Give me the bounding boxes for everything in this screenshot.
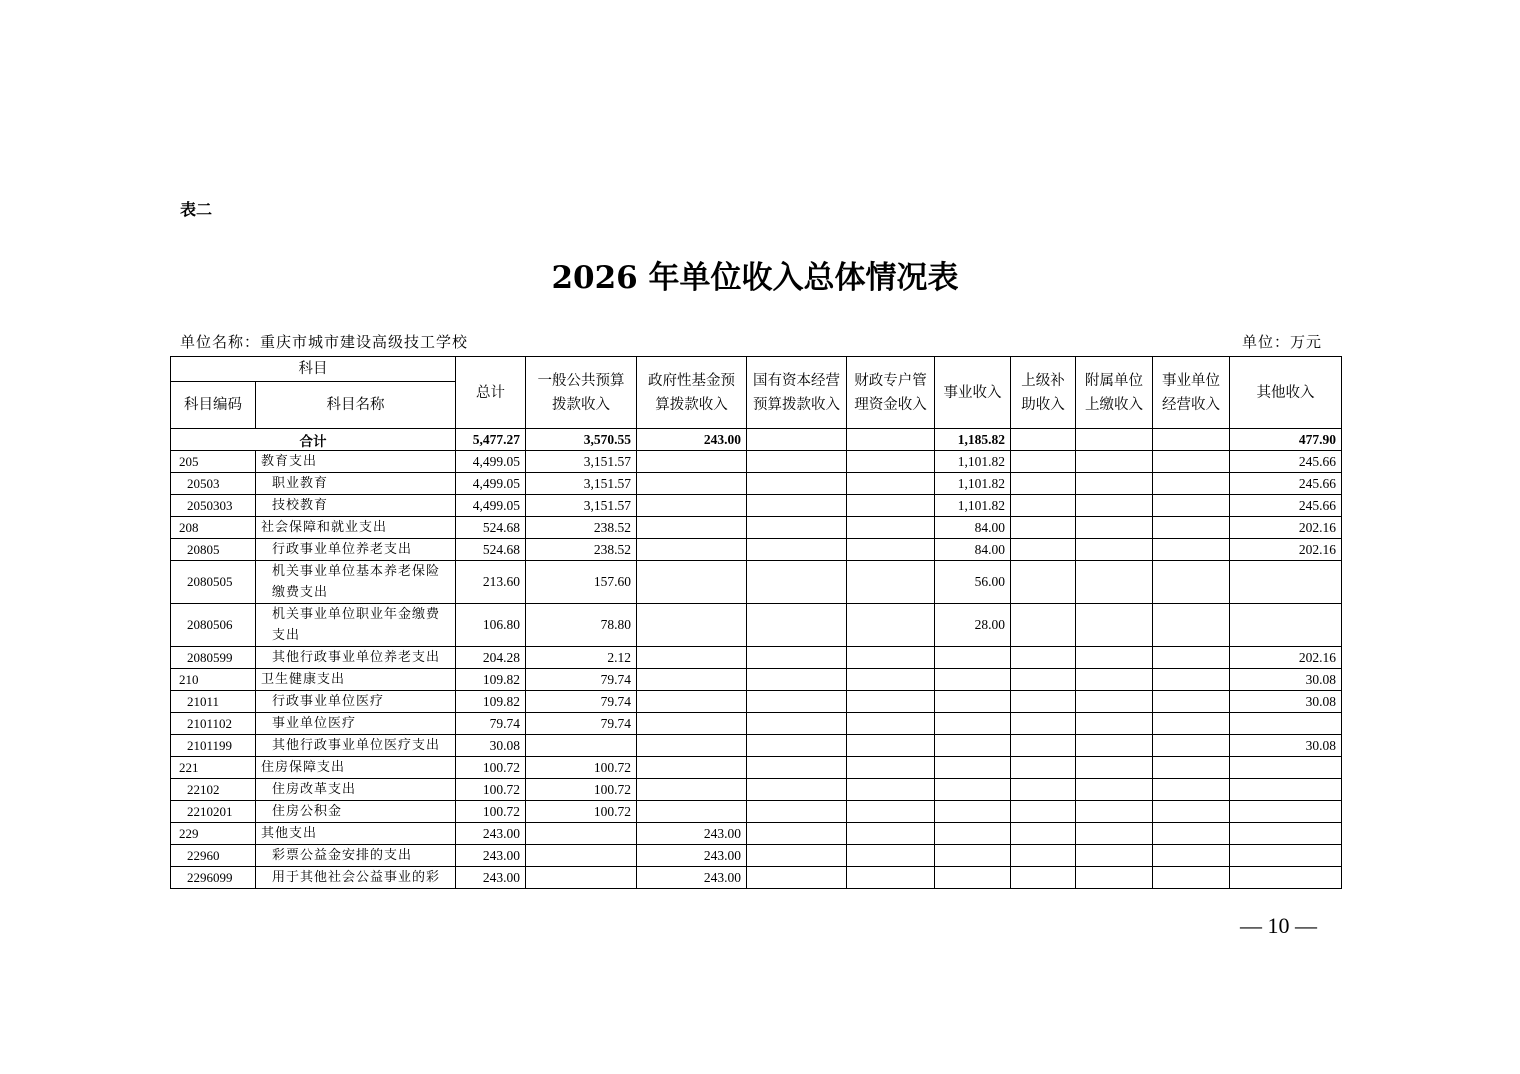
amount-cell [847,691,935,713]
amount-cell: 245.66 [1230,451,1342,473]
amount-cell: 202.16 [1230,517,1342,539]
amount-cell [1076,757,1153,779]
amount-cell [637,669,747,691]
table-row [171,867,1342,889]
amount-cell: 106.80 [456,604,526,647]
table-row [171,713,1342,735]
amount-cell [747,845,847,867]
total-cell [747,429,847,451]
amount-cell [935,801,1011,823]
header-state-capital: 国有资本经营预算拨款收入 [747,357,847,429]
amount-cell: 100.72 [526,801,637,823]
unit-name: 单位名称：重庆市城市建设高级技工学校 [180,333,469,351]
amount-cell: 243.00 [456,845,526,867]
amount-cell: 4,499.05 [456,473,526,495]
amount-cell: 30.08 [456,735,526,757]
amount-cell [1011,539,1076,561]
amount-cell: 100.72 [526,757,637,779]
amount-cell: 30.08 [1230,735,1342,757]
amount-cell [935,823,1011,845]
amount-cell: 109.82 [456,669,526,691]
amount-cell [637,647,747,669]
amount-cell [1153,801,1230,823]
amount-cell: 100.72 [526,779,637,801]
subject-name-cell: 住房公积金 [256,801,456,823]
amount-cell [847,604,935,647]
amount-cell [1230,779,1342,801]
amount-cell [1011,647,1076,669]
amount-cell: 243.00 [456,823,526,845]
table-row [171,801,1342,823]
amount-cell [637,561,747,604]
header-total: 总计 [456,357,526,429]
subject-code-cell: 2080505 [171,561,256,604]
table-row [171,473,1342,495]
amount-cell: 243.00 [637,823,747,845]
amount-cell [1076,779,1153,801]
document-title: 2026 年单位收入总体情况表 [551,260,959,296]
table-row [171,691,1342,713]
amount-cell [526,735,637,757]
header-row [171,357,1342,382]
amount-cell [847,823,935,845]
subject-code-cell: 2050303 [171,495,256,517]
amount-cell [847,561,935,604]
amount-cell [847,735,935,757]
amount-cell [935,845,1011,867]
amount-cell [1153,757,1230,779]
amount-cell [747,801,847,823]
amount-cell [1076,495,1153,517]
subject-code-cell: 2080599 [171,647,256,669]
amount-cell [935,647,1011,669]
amount-cell [637,495,747,517]
total-cell [1076,429,1153,451]
amount-cell [637,691,747,713]
amount-cell [637,451,747,473]
amount-cell [1153,867,1230,889]
amount-cell: 4,499.05 [456,451,526,473]
amount-cell [747,495,847,517]
subject-code-cell: 22102 [171,779,256,801]
amount-cell [1153,823,1230,845]
subject-code-cell: 210 [171,669,256,691]
amount-cell: 78.80 [526,604,637,647]
subject-name-cell: 机关事业单位基本养老保险缴费支出 [256,561,456,604]
header-superior-subsidy: 上级补助收入 [1011,357,1076,429]
amount-cell [1011,867,1076,889]
amount-cell [1076,539,1153,561]
amount-cell [847,451,935,473]
subject-code-cell: 2296099 [171,867,256,889]
amount-cell [1153,669,1230,691]
amount-cell [526,845,637,867]
table-row [171,757,1342,779]
amount-cell [1011,669,1076,691]
amount-cell [847,517,935,539]
amount-cell [1076,604,1153,647]
subject-code-cell: 2101102 [171,713,256,735]
total-cell: 243.00 [637,429,747,451]
amount-cell [1153,713,1230,735]
page-number: — 10 — [1240,913,1317,938]
amount-cell [1011,779,1076,801]
amount-cell: 84.00 [935,539,1011,561]
total-cell: 3,570.55 [526,429,637,451]
amount-cell [637,801,747,823]
amount-cell [747,691,847,713]
total-label: 合计 [171,429,456,451]
amount-cell: 238.52 [526,517,637,539]
amount-cell: 524.68 [456,517,526,539]
amount-cell [1011,735,1076,757]
amount-cell: 157.60 [526,561,637,604]
total-cell: 1,185.82 [935,429,1011,451]
amount-cell [1153,735,1230,757]
amount-cell [1011,845,1076,867]
amount-cell [1153,845,1230,867]
amount-cell: 30.08 [1230,691,1342,713]
subject-name-cell: 事业单位医疗 [256,713,456,735]
table-row [171,845,1342,867]
subject-name-cell: 教育支出 [256,451,456,473]
amount-cell: 100.72 [456,757,526,779]
header-subject-name: 科目名称 [256,382,456,429]
amount-cell: 4,499.05 [456,495,526,517]
amount-cell [1230,561,1342,604]
amount-cell [935,867,1011,889]
amount-cell: 56.00 [935,561,1011,604]
amount-cell [1011,801,1076,823]
amount-cell [847,801,935,823]
total-row [171,429,1342,451]
amount-cell [747,867,847,889]
subject-code-cell: 221 [171,757,256,779]
amount-cell [747,517,847,539]
amount-cell: 243.00 [456,867,526,889]
amount-cell: 3,151.57 [526,451,637,473]
amount-cell [747,539,847,561]
amount-cell [935,757,1011,779]
amount-cell: 109.82 [456,691,526,713]
amount-cell: 202.16 [1230,647,1342,669]
amount-cell: 213.60 [456,561,526,604]
table-row [171,647,1342,669]
amount-cell [1076,801,1153,823]
amount-cell: 3,151.57 [526,473,637,495]
amount-cell: 100.72 [456,801,526,823]
subject-code-cell: 2101199 [171,735,256,757]
amount-cell [747,473,847,495]
amount-cell [1076,669,1153,691]
header-subject-code: 科目编码 [171,382,256,429]
subject-name-cell: 住房保障支出 [256,757,456,779]
amount-cell [637,735,747,757]
amount-cell [1076,713,1153,735]
amount-cell [847,495,935,517]
amount-cell [1153,495,1230,517]
amount-cell [847,669,935,691]
amount-cell [847,779,935,801]
amount-cell [747,735,847,757]
amount-cell [1011,823,1076,845]
table-row [171,669,1342,691]
amount-cell [1011,713,1076,735]
amount-cell [1153,604,1230,647]
subject-name-cell: 职业教育 [256,473,456,495]
amount-cell: 245.66 [1230,495,1342,517]
amount-cell [637,757,747,779]
header-special-account: 财政专户管理资金收入 [847,357,935,429]
amount-cell [1230,823,1342,845]
amount-cell [637,539,747,561]
header-operating: 事业单位经营收入 [1153,357,1230,429]
amount-cell [637,473,747,495]
subject-code-cell: 229 [171,823,256,845]
amount-cell: 1,101.82 [935,495,1011,517]
amount-cell: 202.16 [1230,539,1342,561]
amount-cell: 79.74 [526,691,637,713]
amount-cell [1076,867,1153,889]
amount-cell [1230,713,1342,735]
amount-cell [747,451,847,473]
amount-cell: 79.74 [456,713,526,735]
subject-name-cell: 其他支出 [256,823,456,845]
table-row [171,561,1342,604]
amount-cell [1230,757,1342,779]
amount-cell: 1,101.82 [935,473,1011,495]
total-cell [1153,429,1230,451]
amount-cell: 79.74 [526,713,637,735]
income-table [170,356,1342,889]
amount-cell [747,757,847,779]
amount-cell [1011,604,1076,647]
amount-cell [1011,517,1076,539]
amount-cell [747,604,847,647]
table-row [171,779,1342,801]
amount-cell [1230,867,1342,889]
amount-cell [935,713,1011,735]
amount-cell: 243.00 [637,845,747,867]
amount-cell [747,647,847,669]
amount-cell [935,691,1011,713]
amount-cell [1076,735,1153,757]
subject-name-cell: 行政事业单位医疗 [256,691,456,713]
unit-label: 单位：万元 [1242,333,1323,351]
amount-cell [747,561,847,604]
amount-cell: 79.74 [526,669,637,691]
amount-cell: 30.08 [1230,669,1342,691]
amount-cell [847,757,935,779]
amount-cell: 524.68 [456,539,526,561]
header-affiliated: 附属单位上缴收入 [1076,357,1153,429]
amount-cell: 100.72 [456,779,526,801]
amount-cell [1076,517,1153,539]
table-row [171,735,1342,757]
amount-cell: 84.00 [935,517,1011,539]
amount-cell [526,823,637,845]
amount-cell [1153,517,1230,539]
amount-cell [637,517,747,539]
amount-cell [747,669,847,691]
subject-name-cell: 其他行政事业单位医疗支出 [256,735,456,757]
subject-code-cell: 2080506 [171,604,256,647]
amount-cell: 245.66 [1230,473,1342,495]
amount-cell [1076,823,1153,845]
total-cell: 5,477.27 [456,429,526,451]
amount-cell [1011,757,1076,779]
amount-cell [935,669,1011,691]
amount-cell [1153,473,1230,495]
amount-cell [637,604,747,647]
header-subject: 科目 [171,357,456,382]
amount-cell [1153,561,1230,604]
subject-name-cell: 住房改革支出 [256,779,456,801]
amount-cell [637,713,747,735]
table-row [171,604,1342,647]
amount-cell [1011,495,1076,517]
total-cell [847,429,935,451]
subject-name-cell: 彩票公益金安排的支出 [256,845,456,867]
amount-cell [1011,561,1076,604]
amount-cell [1153,779,1230,801]
header-gov-fund: 政府性基金预算拨款收入 [637,357,747,429]
amount-cell: 1,101.82 [935,451,1011,473]
amount-cell [935,779,1011,801]
subject-code-cell: 21011 [171,691,256,713]
amount-cell [1153,539,1230,561]
amount-cell [1011,473,1076,495]
amount-cell [847,845,935,867]
amount-cell [1011,451,1076,473]
amount-cell [847,647,935,669]
subject-code-cell: 205 [171,451,256,473]
amount-cell: 243.00 [637,867,747,889]
subject-name-cell: 技校教育 [256,495,456,517]
amount-cell [1230,845,1342,867]
subject-name-cell: 用于其他社会公益事业的彩 [256,867,456,889]
amount-cell [1153,451,1230,473]
amount-cell [1153,647,1230,669]
subject-code-cell: 20805 [171,539,256,561]
amount-cell: 28.00 [935,604,1011,647]
header-general-budget: 一般公共预算拨款收入 [526,357,637,429]
amount-cell [1076,561,1153,604]
table-row [171,451,1342,473]
amount-cell [1153,691,1230,713]
amount-cell [1076,473,1153,495]
amount-cell [747,779,847,801]
amount-cell [747,823,847,845]
subject-name-cell: 其他行政事业单位养老支出 [256,647,456,669]
amount-cell: 2.12 [526,647,637,669]
amount-cell [1076,691,1153,713]
table-row [171,495,1342,517]
amount-cell [1011,691,1076,713]
header-other: 其他收入 [1230,357,1342,429]
amount-cell [935,735,1011,757]
amount-cell [1230,801,1342,823]
amount-cell [747,713,847,735]
subject-name-cell: 社会保障和就业支出 [256,517,456,539]
amount-cell [847,473,935,495]
subject-name-cell: 机关事业单位职业年金缴费支出 [256,604,456,647]
amount-cell [1230,604,1342,647]
subject-code-cell: 20503 [171,473,256,495]
subject-code-cell: 208 [171,517,256,539]
table-label: 表二 [180,200,213,219]
subject-name-cell: 卫生健康支出 [256,669,456,691]
table-row [171,823,1342,845]
amount-cell [847,713,935,735]
amount-cell: 3,151.57 [526,495,637,517]
amount-cell: 204.28 [456,647,526,669]
amount-cell [847,867,935,889]
subject-code-cell: 2210201 [171,801,256,823]
table-row [171,517,1342,539]
amount-cell [1076,451,1153,473]
amount-cell [1076,845,1153,867]
amount-cell [526,867,637,889]
amount-cell [847,539,935,561]
amount-cell [637,779,747,801]
total-cell [1011,429,1076,451]
table-row [171,539,1342,561]
subject-name-cell: 行政事业单位养老支出 [256,539,456,561]
header-business-income: 事业收入 [935,357,1011,429]
total-cell: 477.90 [1230,429,1342,451]
amount-cell [1076,647,1153,669]
subject-code-cell: 22960 [171,845,256,867]
amount-cell: 238.52 [526,539,637,561]
